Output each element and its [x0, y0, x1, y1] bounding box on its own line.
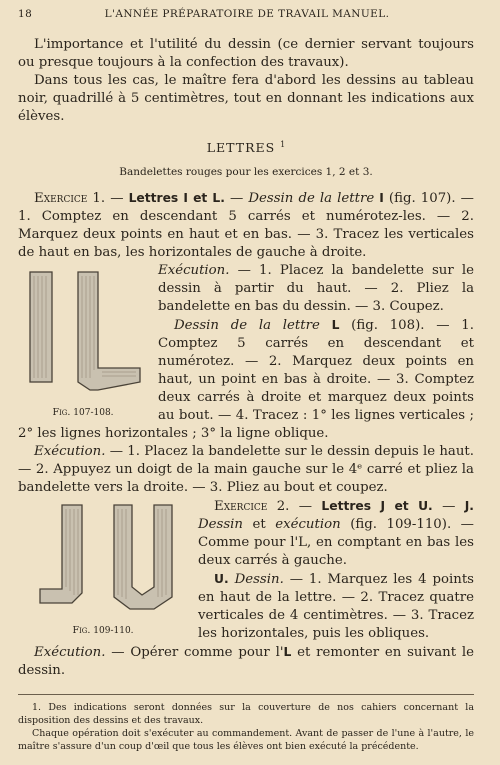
figure-107-108	[18, 266, 148, 419]
page-body	[18, 36, 474, 680]
intro-paragraph-2: Dans tous les cas, le maître fera d'abord les dessins au tableau noir, quadrillé à 5 centimètres, tout en donnant les indications aux élèves.	[18, 73, 474, 124]
exercise-1-exec: Exécution. — 1. Placez la bandelette sur le dessin à partir du haut. — 2. Pliez la bandelette en bas du dessin. — 3. Coupez.	[158, 263, 474, 315]
exercise-1-intro: Exercice 1. — Lettres I et L. — Dessin de la lettre I (fig. 107). — 1. Comptez en descendant 5 carrés et numérotez-les. — 2. Marquez deux points en haut et en bas. — 3. Tracez les verticales de haut en bas, les horizontales de gauche à droite.	[18, 191, 474, 261]
exercise-2-intro: Exercice 2. — Lettres J et U. — J. Dessin et exécution (fig. 109-110). — Comme pour l'L, en comptant en bas les deux carrés à gauche.	[198, 499, 474, 569]
exercise-2-letter-u: U. Dessin. — 1. Marquez les 4 points en haut de la lettre. — 2. Tracez quatre verticales de 4 centimètres. — 3. Tracez les horizontales, puis les obliques.	[198, 572, 474, 642]
section-subtitle: Bandelettes rouges pour les exercices 1, 2 et 3.	[119, 166, 373, 179]
footnote-ref: 1	[280, 140, 286, 149]
running-title: L'ANNÉE PRÉPARATOIRE DE TRAVAIL MANUEL.	[104, 8, 390, 20]
footnotes	[18, 694, 474, 753]
footnote-2: Chaque opération doit s'exécuter au commandement. Avant de passer de l'une à l'autre, le maître s'assure d'un coup d'œil que tous les élèves ont bien exécuté la précédente.	[18, 728, 474, 752]
letters-j-u-strips	[18, 499, 188, 619]
page-number: 18	[18, 8, 33, 20]
footnote-1: 1. Des indications seront données sur la couverture de nos cahiers concernant la disposition des dessins et des travaux.	[18, 702, 474, 726]
exercise-1-exec-2: Exécution. — 1. Placez la bandelette sur le dessin depuis le haut. — 2. Appuyez un doigt de la main gauche sur le 4ᵉ carré et pliez la bandelette vers la droite. — 3. Pliez au bout et coupez.	[18, 444, 474, 496]
running-header	[18, 8, 476, 24]
exercise-1-label: Exercice 1.	[34, 191, 106, 207]
letters-i-l-strips	[18, 266, 148, 401]
figure-109-110	[18, 499, 188, 637]
exercise-2-letters: Lettres J et U.	[321, 499, 433, 514]
intro-paragraph-1: L'importance et l'utilité du dessin (ce dernier servant toujours ou presque toujours à la confection des travaux).	[18, 37, 474, 70]
section-title: LETTRES $^1$	[206, 140, 286, 156]
exercise-1-letters: Lettres I et L.	[128, 191, 225, 206]
exercise-1-letter-l: Dessin de la lettre L (fig. 108). — 1. Comptez 5 carrés en descendant et numérotez. — 2. Marquez deux points en haut, un point en bas à droite. — 3. Comptez deux carrés à droite et marquez deux points au bout. — 4. Tracez : 1° les lignes verticales ; 2° les lignes horizontales ; 3° la ligne oblique.	[18, 318, 474, 442]
figure-109-110-caption: Fig. 109-110.	[72, 625, 134, 637]
exercise-2-exec: Exécution. — Opérer comme pour l'L et remonter en suivant le dessin.	[18, 645, 474, 679]
exercise-2-label: Exercice 2.	[214, 499, 290, 515]
figure-107-108-caption: Fig. 107-108.	[52, 407, 114, 419]
